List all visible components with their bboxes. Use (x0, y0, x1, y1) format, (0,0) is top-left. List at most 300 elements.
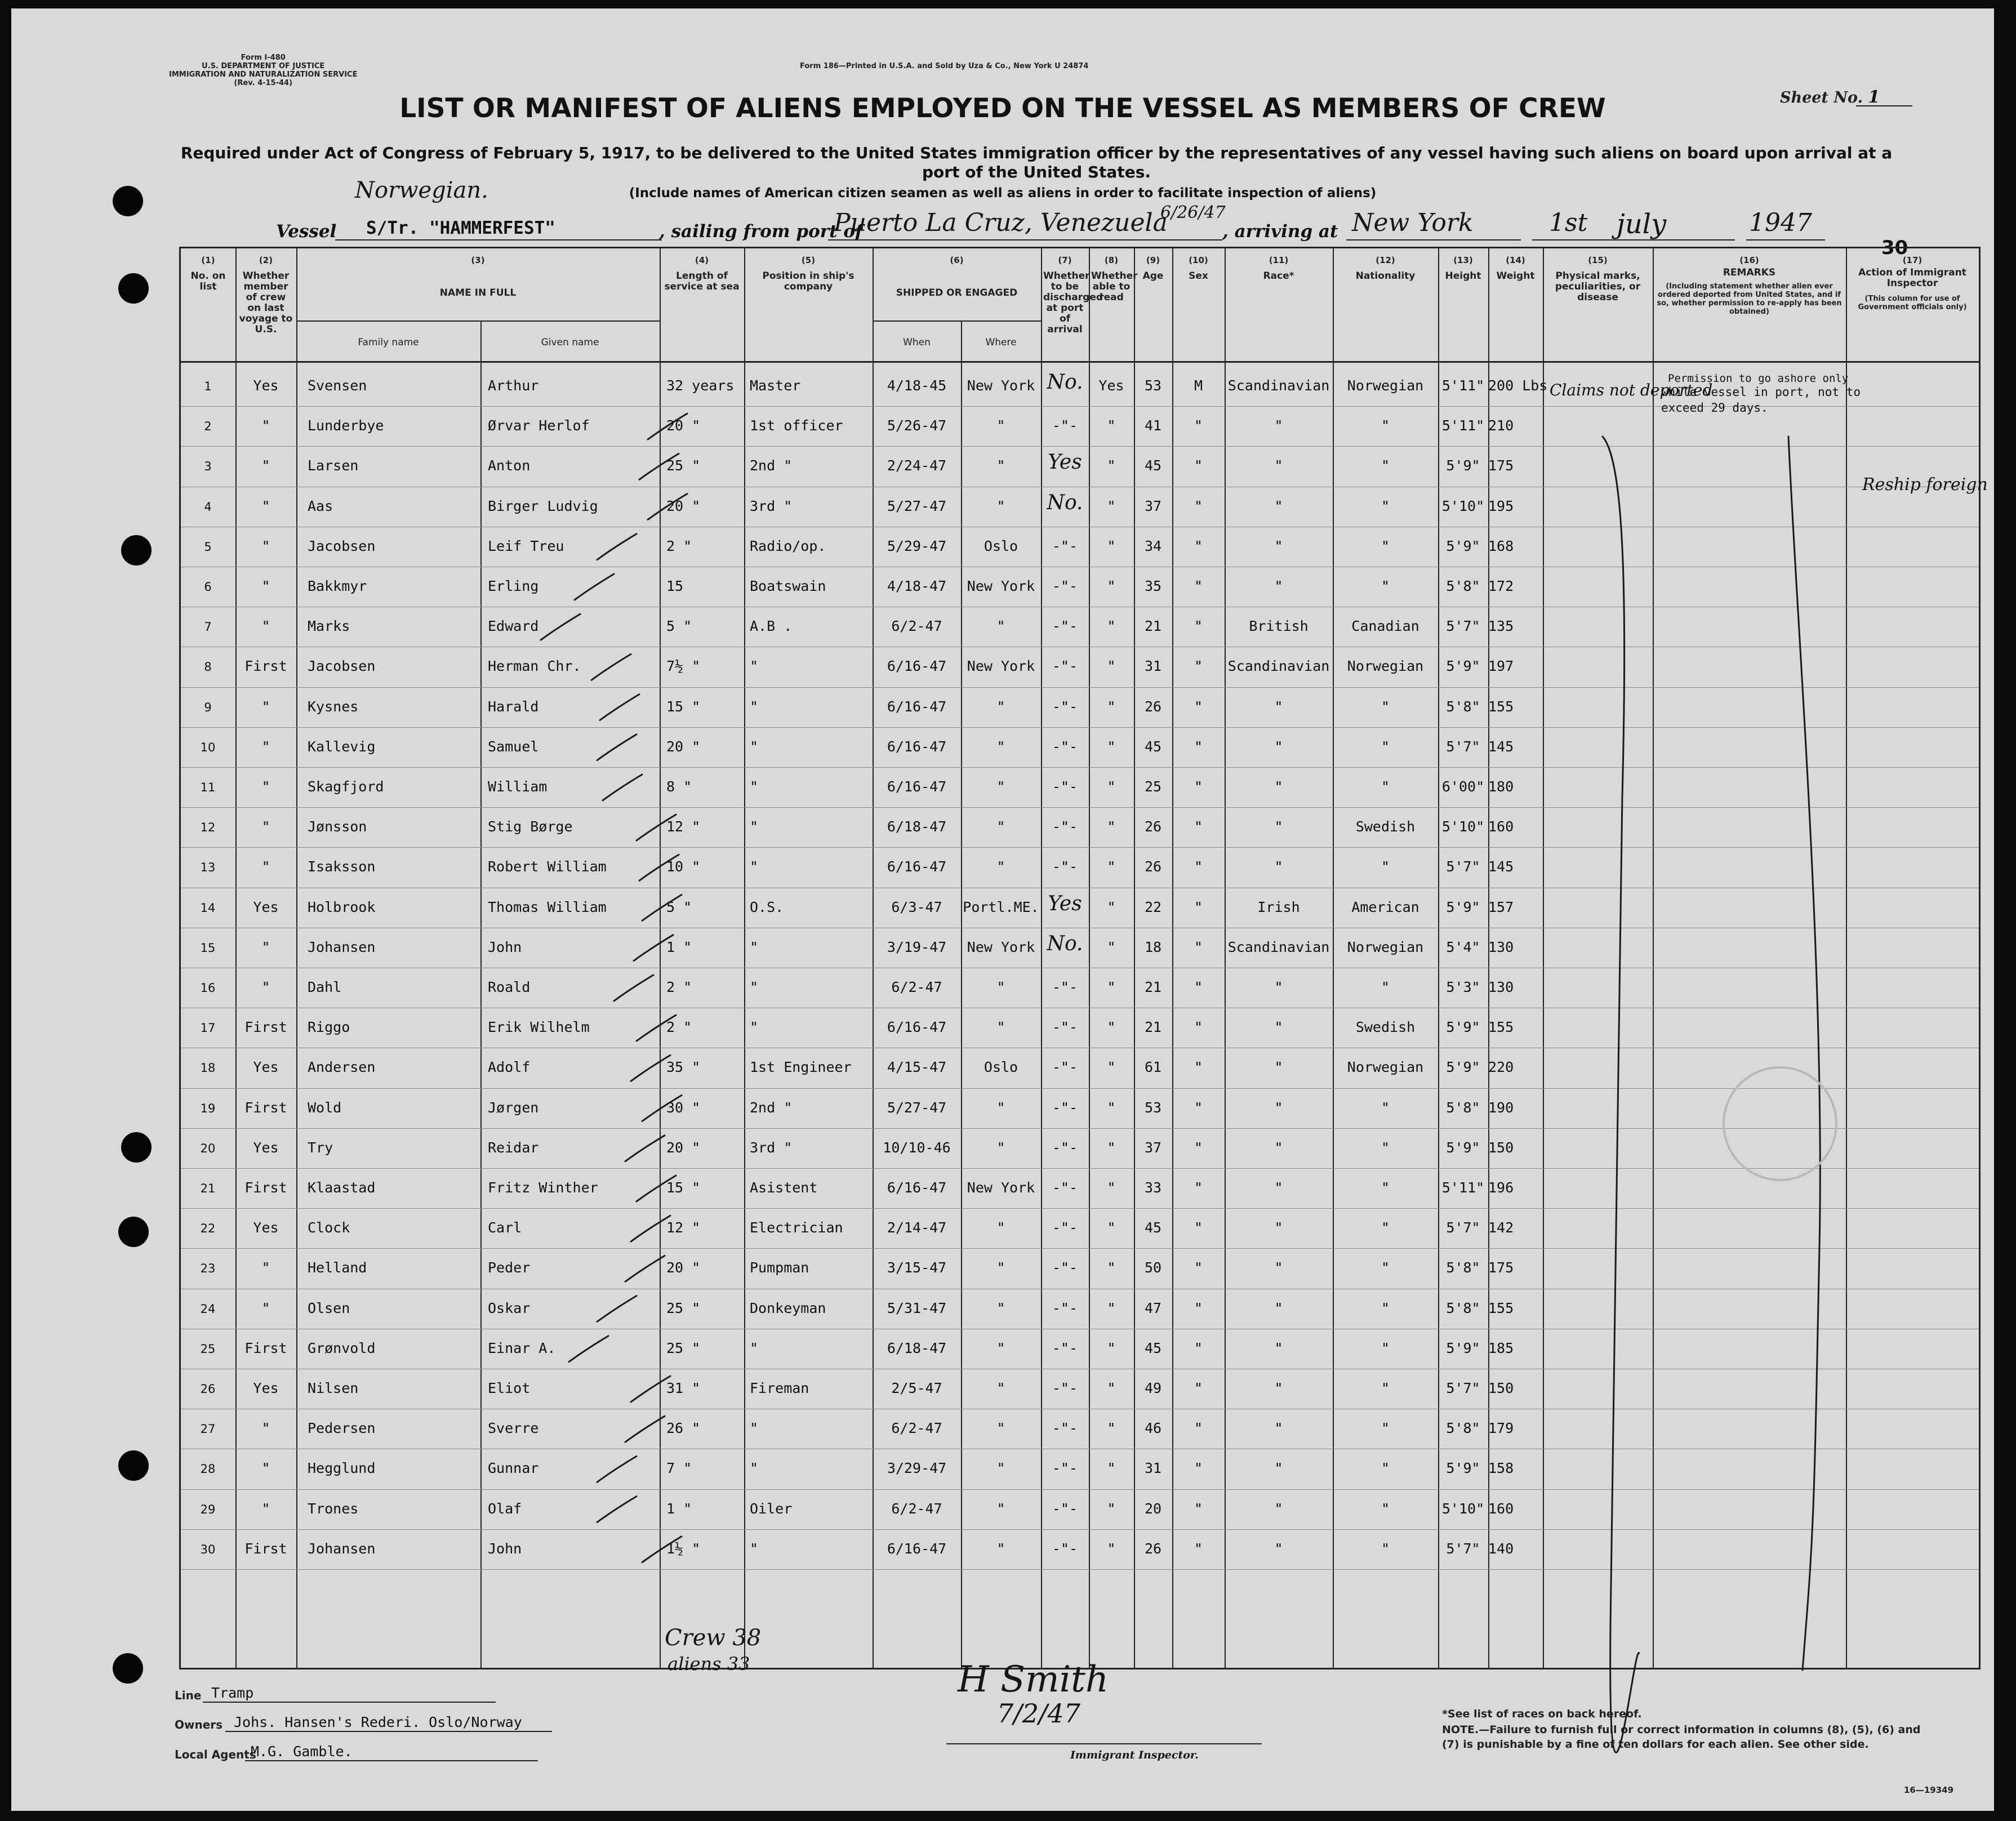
cell-weight: 155 (1488, 1019, 1514, 1036)
inspector-label: Immigrant Inspector. (1070, 1749, 1199, 1761)
cell-family: Pedersen (308, 1420, 376, 1437)
cell-nat: " (1381, 1099, 1390, 1116)
arrival-day: 1st (1549, 208, 1588, 237)
arrival-year: 1947 (1749, 208, 1812, 237)
column-number: (15) (1588, 255, 1608, 265)
cell-service: 8 " (666, 778, 692, 795)
cell-age: 34 (1144, 537, 1162, 554)
cell-race: Scandinavian (1227, 377, 1330, 394)
row-number: 10 (200, 740, 216, 754)
cell-height: 5'9" (1446, 898, 1480, 915)
cell-when: 6/16-47 (887, 1019, 947, 1036)
cell-race: " (1274, 578, 1283, 594)
cell-read: Yes (1098, 377, 1124, 394)
pen-stroke (597, 1456, 637, 1482)
cell-age: 31 (1144, 658, 1162, 675)
cell-given: Oskar (488, 1299, 531, 1316)
cell-position: 2nd " (750, 457, 793, 474)
column-header: Height (1445, 270, 1481, 282)
column-header: Length of service at sea (664, 270, 740, 292)
pen-stroke (637, 1176, 676, 1201)
cell-weight: 220 (1488, 1059, 1514, 1076)
cell-position: Asistent (750, 1179, 818, 1196)
cell-sex: " (1194, 898, 1203, 915)
cell-read: " (1107, 1139, 1116, 1156)
cell-service: 12 " (666, 818, 701, 835)
cell-given: Herman Chr. (488, 658, 581, 675)
cell-disch: Yes (1048, 451, 1082, 474)
service: IMMIGRATION AND NATURALIZATION SERVICE (169, 70, 358, 79)
cell-race: " (1274, 1380, 1283, 1396)
column-number: (8) (1104, 255, 1119, 265)
cell-race: " (1274, 417, 1283, 434)
pen-stroke (639, 854, 679, 880)
cell-sex: " (1194, 578, 1203, 594)
cell-service: 35 " (666, 1059, 701, 1076)
cell-service: 15 (666, 578, 684, 594)
column-header: Physical marks, peculiarities, or disease (1555, 270, 1641, 303)
column-number: (2) (259, 255, 273, 265)
pen-stroke (648, 413, 687, 439)
cell-family: Hegglund (308, 1460, 376, 1477)
cell-where: Portl.ME. (963, 898, 1039, 915)
column-number: (6) (950, 255, 964, 265)
cell-where: " (996, 858, 1005, 875)
cell-read: " (1107, 1420, 1116, 1437)
cell-service: 32 years (666, 377, 735, 394)
column-header: SHIPPED OR ENGAGED (896, 287, 1018, 299)
column-subheader: When (903, 337, 931, 348)
cell-height: 5'8" (1446, 1420, 1480, 1437)
pen-stroke (614, 975, 653, 1001)
pen-stroke (642, 1096, 682, 1121)
cell-when: 3/19-47 (887, 938, 947, 955)
cell-age: 21 (1144, 1019, 1162, 1036)
cell-nat: " (1381, 417, 1390, 434)
cell-sex: " (1194, 417, 1203, 434)
line-label: Line (175, 1689, 202, 1702)
cell-race: " (1274, 738, 1283, 755)
cell-given: William (488, 778, 548, 795)
cell-service: 15 " (666, 698, 701, 715)
revision: (Rev. 4-15-44) (234, 79, 293, 87)
cell-prev: First (244, 1179, 287, 1196)
cell-prev: Yes (253, 1219, 279, 1236)
cell-given: Jørgen (488, 1099, 539, 1116)
row-number: 19 (200, 1101, 216, 1115)
cell-nat: " (1381, 698, 1390, 715)
cell-height: 5'7" (1446, 1219, 1480, 1236)
cell-where: New York (967, 1179, 1035, 1196)
cell-position: Radio/op. (750, 537, 826, 554)
cell-age: 61 (1144, 1059, 1162, 1076)
cell-position: Boatswain (750, 578, 826, 594)
cell-age: 53 (1144, 1099, 1162, 1116)
row-number: 25 (200, 1342, 216, 1356)
cell-disch: -"- (1052, 1059, 1078, 1076)
cell-family: Bakkmyr (308, 578, 367, 594)
cell-given: Roald (488, 979, 531, 995)
cell-service: 15 " (666, 1179, 701, 1196)
cell-height: 5'8" (1446, 698, 1480, 715)
races-note: *See list of races on back hereof. (1442, 1708, 1642, 1720)
cell-height: 5'7" (1446, 858, 1480, 875)
column-header: Action of Immigrant Inspector (1858, 267, 1966, 289)
cell-height: 5'9" (1446, 1460, 1480, 1477)
row-number: 22 (200, 1222, 216, 1236)
cell-service: 2 " (666, 1019, 692, 1036)
cell-sex: " (1194, 1219, 1203, 1236)
pen-stroke (648, 494, 687, 520)
cell-prev: " (261, 497, 270, 514)
row-number: 23 (200, 1262, 216, 1276)
cell-weight: 157 (1488, 898, 1514, 915)
cell-nat: " (1381, 738, 1390, 755)
cell-disch: No. (1047, 932, 1083, 955)
cell-nat: " (1381, 1500, 1390, 1517)
cell-sex: " (1194, 537, 1203, 554)
pen-stroke (637, 814, 676, 840)
cell-given: Ørvar Herlof (488, 417, 590, 434)
page-number: 30 (1881, 237, 1908, 259)
cell-read: " (1107, 1219, 1116, 1236)
cell-sex: " (1194, 1299, 1203, 1316)
column-number: (10) (1189, 255, 1208, 265)
cell-when: 4/18-45 (887, 377, 947, 394)
cell-position: Pumpman (750, 1259, 809, 1276)
cell-weight: 179 (1488, 1420, 1514, 1437)
cell-sex: " (1194, 1019, 1203, 1036)
cell-position: 2nd " (750, 1099, 793, 1116)
cell-given: Robert William (488, 858, 607, 875)
cell-prev: " (261, 537, 270, 554)
cell-age: 21 (1144, 979, 1162, 995)
cell-when: 3/29-47 (887, 1460, 947, 1477)
cell-age: 35 (1144, 578, 1162, 594)
cell-height: 5'11" (1441, 1179, 1485, 1196)
cell-given: Fritz Winther (488, 1179, 598, 1196)
row-number: 5 (204, 540, 212, 554)
cell-height: 5'7" (1446, 1540, 1480, 1557)
cell-read: " (1107, 457, 1116, 474)
pen-stroke (597, 1296, 637, 1322)
cell-where: New York (967, 938, 1035, 955)
row-number: 9 (204, 700, 212, 714)
cell-read: " (1107, 738, 1116, 755)
cell-family: Grønvold (308, 1339, 376, 1356)
cell-height: 5'9" (1446, 658, 1480, 675)
cell-weight: 180 (1488, 778, 1514, 795)
column-header: Position in ship's company (762, 270, 855, 292)
cell-sex: M (1194, 377, 1203, 394)
cell-nat: " (1381, 1339, 1390, 1356)
cell-race: " (1274, 1500, 1283, 1517)
cell-when: 6/2-47 (891, 979, 942, 995)
cell-sex: " (1194, 938, 1203, 955)
cell-race: " (1274, 1540, 1283, 1557)
cell-prev: " (261, 778, 270, 795)
cell-height: 5'3" (1446, 979, 1480, 995)
column-subheader: (This column for use of Government officials only) (1858, 295, 1967, 311)
cell-prev: Yes (253, 377, 279, 394)
cell-where: " (996, 1219, 1005, 1236)
cell-age: 53 (1144, 377, 1162, 394)
pen-stroke (541, 614, 580, 640)
cell-service: 20 " (666, 1259, 701, 1276)
cell-when: 5/27-47 (887, 497, 947, 514)
column-subheader: (Including statement whether alien ever ordered deported from United States, and if so, whether permission to re-apply has been obtained) (1657, 282, 1842, 316)
cell-position: Oiler (750, 1500, 793, 1517)
manifest-sheet (11, 8, 1994, 1811)
cell-weight: 196 (1488, 1179, 1514, 1196)
cell-height: 6'00" (1441, 778, 1485, 795)
cell-given: Peder (488, 1259, 531, 1276)
cell-prev: " (261, 979, 270, 995)
pen-stroke (1788, 437, 1820, 1670)
column-number: (14) (1506, 255, 1525, 265)
cell-where: " (996, 1099, 1005, 1116)
cell-read: " (1107, 1380, 1116, 1396)
cell-given: Samuel (488, 738, 539, 755)
cell-nat: Norwegian (1347, 658, 1424, 675)
cell-given: Eliot (488, 1380, 531, 1396)
arrival-month: july (1617, 208, 1667, 240)
cell-height: 5'8" (1446, 1299, 1480, 1316)
cell-nat: Norwegian (1347, 377, 1424, 394)
cell-prev: Yes (253, 1380, 279, 1396)
arriving-label: , arriving at (1222, 221, 1338, 242)
cell-service: 2 " (666, 979, 692, 995)
cell-height: 5'9" (1446, 1019, 1480, 1036)
handwritten-marks (11, 8, 1994, 1811)
cell-race: " (1274, 1139, 1283, 1156)
aliens-count: aliens 33 (667, 1653, 750, 1675)
cell-when: 6/2-47 (891, 1420, 942, 1437)
cell-family: Johansen (308, 1540, 376, 1557)
column-number: (11) (1269, 255, 1289, 265)
column-number: (16) (1739, 255, 1759, 265)
cell-sex: " (1194, 497, 1203, 514)
cell-position: " (750, 658, 759, 675)
pen-stroke (569, 1336, 608, 1362)
cell-where: " (996, 818, 1005, 835)
cell-family: Jønsson (308, 818, 367, 835)
cell-nat: " (1381, 1420, 1390, 1437)
cell-read: " (1107, 1099, 1116, 1116)
cell-height: 5'7" (1446, 738, 1480, 755)
cell-weight: 210 (1488, 417, 1514, 434)
cell-sex: " (1194, 1339, 1203, 1356)
cell-family: Andersen (308, 1059, 376, 1076)
cell-family: Olsen (308, 1299, 350, 1316)
pen-stroke (625, 1416, 665, 1442)
cell-service: 25 " (666, 1339, 701, 1356)
cell-read: " (1107, 1299, 1116, 1316)
cell-sex: " (1194, 618, 1203, 635)
row-number: 4 (204, 500, 212, 514)
pen-stroke (1603, 437, 1639, 1752)
cell-position: 3rd " (750, 1139, 793, 1156)
cell-position: " (750, 1019, 759, 1036)
row-number: 16 (200, 981, 216, 995)
cell-sex: " (1194, 658, 1203, 675)
cell-where: " (996, 457, 1005, 474)
cell-position: O.S. (750, 898, 784, 915)
row-number: 2 (204, 420, 212, 434)
column-number: (7) (1058, 255, 1072, 265)
cell-prev: " (261, 738, 270, 755)
cell-prev: " (261, 1299, 270, 1316)
cell-nat: " (1381, 457, 1390, 474)
cell-disch: -"- (1052, 1460, 1078, 1477)
line-value: Tramp (211, 1685, 254, 1701)
sailing-label: , sailing from port of (659, 221, 863, 242)
cell-given: Stig Børge (488, 818, 573, 835)
cell-read: " (1107, 1179, 1116, 1196)
cell-read: " (1107, 1460, 1116, 1477)
cell-disch: -"- (1052, 618, 1078, 635)
cell-given: John (488, 1540, 522, 1557)
cell-service: 25 " (666, 1299, 701, 1316)
cell-position: " (750, 698, 759, 715)
cell-age: 49 (1144, 1380, 1162, 1396)
cell-height: 5'7" (1446, 1380, 1480, 1396)
cell-nat: " (1381, 979, 1390, 995)
cell-race: Scandinavian (1227, 938, 1330, 955)
cell-age: 22 (1144, 898, 1162, 915)
cell-prev: " (261, 1460, 270, 1477)
cell-prev: " (261, 698, 270, 715)
column-subheader: Where (985, 337, 1017, 348)
cell-service: 20 " (666, 1139, 701, 1156)
cell-position: 1st officer (750, 417, 843, 434)
cell-weight: 160 (1488, 818, 1514, 835)
cell-read: " (1107, 497, 1116, 514)
inspector-date: 7/2/47 (997, 1698, 1081, 1729)
cell-prev: " (261, 417, 270, 434)
cell-when: 4/18-47 (887, 578, 947, 594)
column-header: Whether able to read (1091, 270, 1138, 303)
cell-where: " (996, 698, 1005, 715)
cell-given: Edward (488, 618, 539, 635)
cell-family: Johansen (308, 938, 376, 955)
row-number: 13 (200, 861, 216, 875)
cell-when: 4/15-47 (887, 1059, 947, 1076)
cell-service: 1 " (666, 938, 692, 955)
cell-family: Lunderbye (308, 417, 384, 434)
cell-nat: " (1381, 497, 1390, 514)
cell-weight: 197 (1488, 658, 1514, 675)
row-number: 12 (200, 821, 216, 835)
cell-disch: -"- (1052, 778, 1078, 795)
cell-height: 5'8" (1446, 578, 1480, 594)
cell-nat: Swedish (1355, 1019, 1416, 1036)
arrival-port: New York (1352, 208, 1474, 237)
cell-prev: First (244, 1099, 287, 1116)
cell-position: " (750, 938, 759, 955)
cell-weight: 175 (1488, 1259, 1514, 1276)
cell-race: " (1274, 1059, 1283, 1076)
cell-race: " (1274, 1219, 1283, 1236)
cell-family: Marks (308, 618, 350, 635)
cell-nat: " (1381, 1460, 1390, 1477)
cell-disch: -"- (1052, 1299, 1078, 1316)
cell-weight: 130 (1488, 979, 1514, 995)
cell-service: 7½ " (666, 658, 701, 675)
cell-age: 37 (1144, 1139, 1162, 1156)
cell-prev: Yes (253, 1139, 279, 1156)
cell-nat: " (1381, 578, 1390, 594)
cell-age: 47 (1144, 1299, 1162, 1316)
cell-when: 6/2-47 (891, 1500, 942, 1517)
cell-disch: -"- (1052, 858, 1078, 875)
cell-family: Svensen (308, 377, 367, 394)
cell-disch: -"- (1052, 1380, 1078, 1396)
cell-nat: American (1351, 898, 1419, 915)
cell-when: 5/27-47 (887, 1099, 947, 1116)
cell-disch: -"- (1052, 578, 1078, 594)
cell-family: Riggo (308, 1019, 350, 1036)
requirement-text: Required under Act of Congress of February 5, 1917, to be delivered to the United States immigration officer by the representatives of any vessel having such aliens on board upon arrival at a port of the United States. (180, 144, 1893, 181)
column-subheader: Family name (358, 337, 419, 348)
cell-position: " (750, 979, 759, 995)
row-number: 11 (200, 781, 216, 794)
cell-sex: " (1194, 1460, 1203, 1477)
pen-stroke (591, 654, 631, 680)
column-number: (5) (801, 255, 816, 265)
cell-age: 31 (1144, 1460, 1162, 1477)
cell-weight: 158 (1488, 1460, 1514, 1477)
sheet-label: Sheet No. (1780, 89, 1863, 106)
cell-when: 5/29-47 (887, 537, 947, 554)
cell-when: 5/31-47 (887, 1299, 947, 1316)
cell-disch: -"- (1052, 537, 1078, 554)
cell-given: Olaf (488, 1500, 522, 1517)
cell-disch: -"- (1052, 1500, 1078, 1517)
annotation: exceed 29 days. (1661, 401, 1768, 415)
cell-read: " (1107, 898, 1116, 915)
cell-weight: 155 (1488, 698, 1514, 715)
column-header: Weight (1496, 270, 1535, 282)
cell-when: 2/14-47 (887, 1219, 947, 1236)
cell-weight: 130 (1488, 938, 1514, 955)
column-number: (3) (471, 255, 485, 265)
cell-sex: " (1194, 1540, 1203, 1557)
cell-race: Scandinavian (1227, 658, 1330, 675)
cell-service: 5 " (666, 898, 692, 915)
cell-height: 5'9" (1446, 1059, 1480, 1076)
cell-race: " (1274, 1259, 1283, 1276)
agents-label: Local Agents (175, 1748, 256, 1761)
cell-age: 45 (1144, 1339, 1162, 1356)
cell-where: Oslo (983, 537, 1018, 554)
cell-prev: " (261, 578, 270, 594)
cell-service: 20 " (666, 497, 701, 514)
cell-given: Einar A. (488, 1339, 556, 1356)
cell-weight: 150 (1488, 1139, 1514, 1156)
cell-service: 30 " (666, 1099, 701, 1116)
row-number: 6 (204, 580, 212, 594)
pen-stroke (600, 694, 639, 720)
cell-prev: " (261, 618, 270, 635)
cell-height: 5'9" (1446, 537, 1480, 554)
cell-when: 6/16-47 (887, 1540, 947, 1557)
cell-disch: No. (1047, 491, 1083, 514)
column-header: Whether member of crew on last voyage to U.S. (239, 270, 293, 335)
pen-stroke (625, 1255, 665, 1281)
cell-disch: -"- (1052, 1420, 1078, 1437)
cell-age: 50 (1144, 1259, 1162, 1276)
